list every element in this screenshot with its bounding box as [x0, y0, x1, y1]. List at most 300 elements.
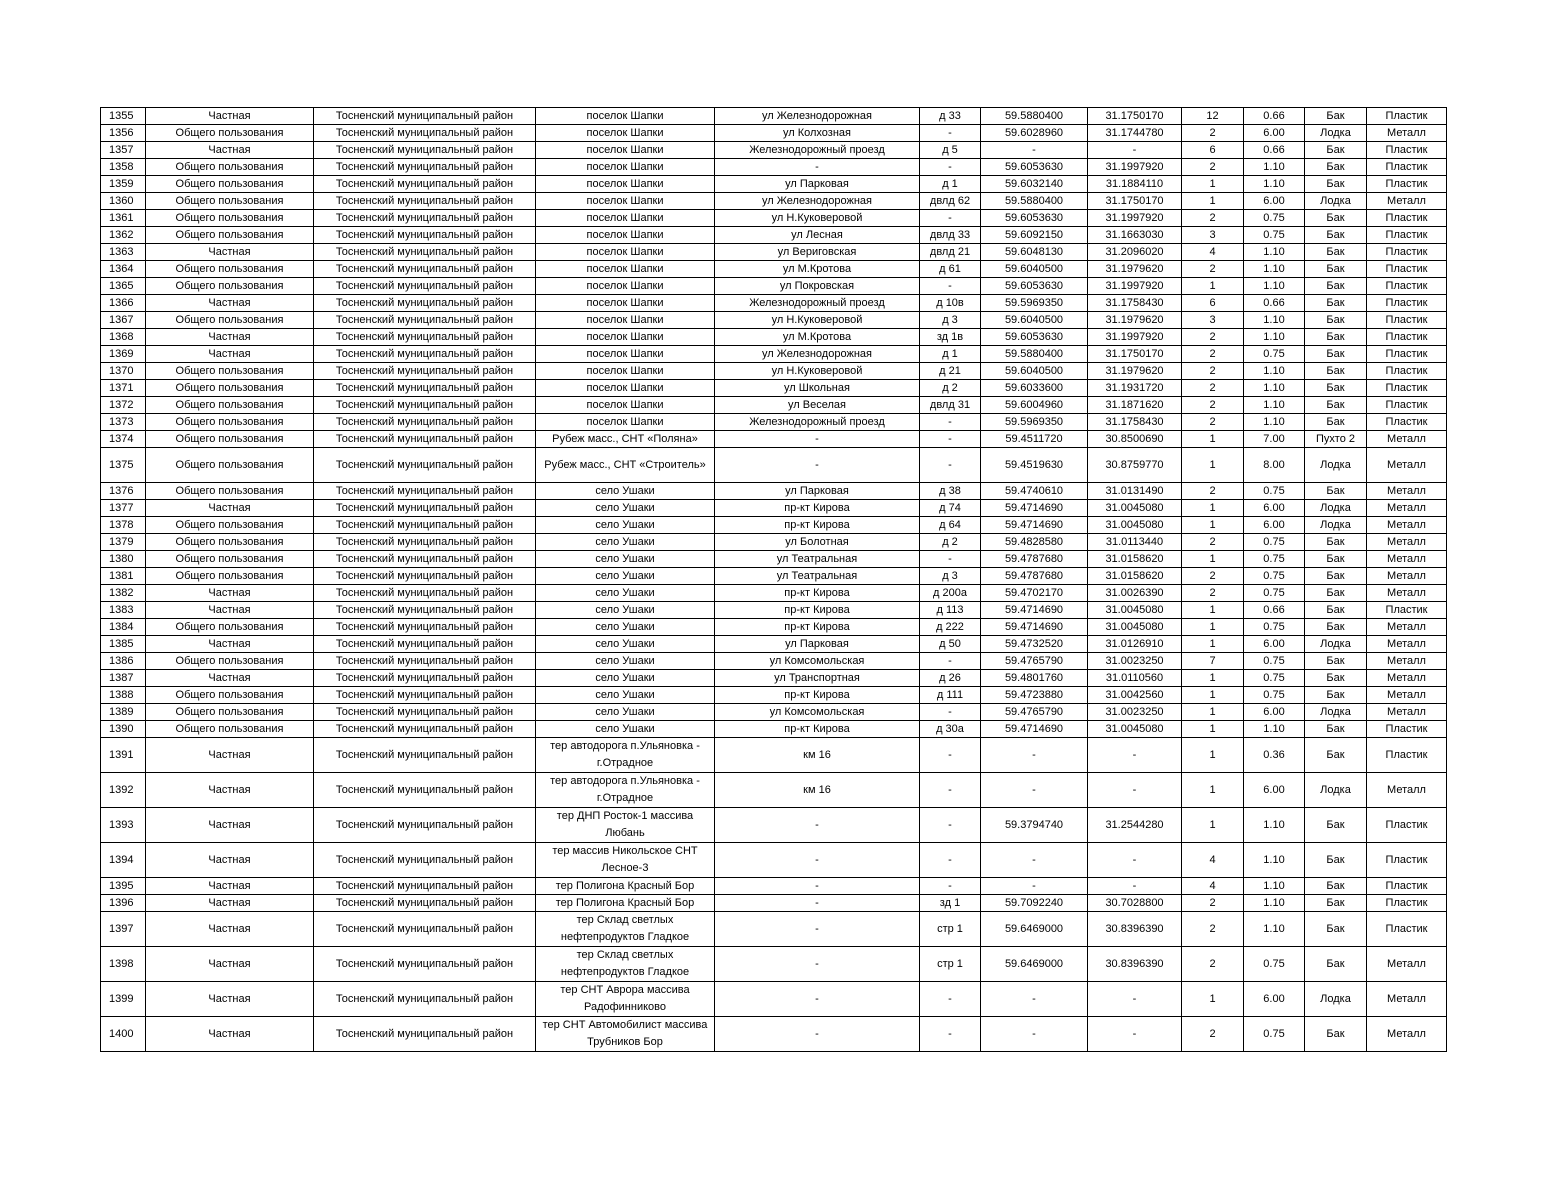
ownership-cell: Общего пользования [146, 721, 314, 738]
street-cell: - [715, 878, 920, 895]
house-cell: - [920, 159, 981, 176]
table-row [101, 947, 1447, 982]
table-row [101, 108, 1447, 125]
street-cell: ул Парковая [715, 483, 920, 500]
table-body [101, 108, 1447, 1052]
container-type-cell: Бак [1305, 483, 1367, 500]
container-count-cell: 1 [1182, 687, 1244, 704]
settlement-cell: тер массив Никольское СНТ Лесное-3 [536, 843, 715, 878]
district-cell: Тосненский муниципальный район [314, 568, 536, 585]
house-cell: зд 1в [920, 329, 981, 346]
latitude-cell: 59.4723880 [981, 687, 1088, 704]
house-cell: д 38 [920, 483, 981, 500]
row-number-cell: 1370 [101, 363, 146, 380]
container-volume-cell: 1.10 [1244, 808, 1305, 843]
row-number-cell: 1372 [101, 397, 146, 414]
container-count-cell: 1 [1182, 517, 1244, 534]
latitude-cell: 59.6053630 [981, 278, 1088, 295]
container-material-cell: Металл [1367, 670, 1447, 687]
district-cell: Тосненский муниципальный район [314, 808, 536, 843]
table-row [101, 551, 1447, 568]
row-number-cell: 1380 [101, 551, 146, 568]
street-cell: - [715, 895, 920, 912]
settlement-cell: Рубеж масс., СНТ «Строитель» [536, 448, 715, 483]
longitude-cell: 31.0131490 [1088, 483, 1182, 500]
latitude-cell: - [981, 142, 1088, 159]
container-type-cell: Бак [1305, 602, 1367, 619]
row-number-cell: 1388 [101, 687, 146, 704]
row-number-cell: 1358 [101, 159, 146, 176]
latitude-cell: 59.4828580 [981, 534, 1088, 551]
house-cell: д 5 [920, 142, 981, 159]
longitude-cell: 31.0113440 [1088, 534, 1182, 551]
container-count-cell: 1 [1182, 721, 1244, 738]
settlement-cell: поселок Шапки [536, 261, 715, 278]
latitude-cell: - [981, 773, 1088, 808]
longitude-cell: 31.1979620 [1088, 363, 1182, 380]
settlement-cell: село Ушаки [536, 517, 715, 534]
house-cell: - [920, 431, 981, 448]
district-cell: Тосненский муниципальный район [314, 687, 536, 704]
settlement-cell: поселок Шапки [536, 346, 715, 363]
container-type-cell: Бак [1305, 619, 1367, 636]
row-number-cell: 1389 [101, 704, 146, 721]
container-material-cell: Пластик [1367, 227, 1447, 244]
container-material-cell: Пластик [1367, 721, 1447, 738]
container-material-cell: Пластик [1367, 261, 1447, 278]
latitude-cell: 59.6032140 [981, 176, 1088, 193]
row-number-cell: 1367 [101, 312, 146, 329]
street-cell: Железнодорожный проезд [715, 295, 920, 312]
container-count-cell: 1 [1182, 670, 1244, 687]
settlement-cell: село Ушаки [536, 602, 715, 619]
longitude-cell: 30.8500690 [1088, 431, 1182, 448]
street-cell: Железнодорожный проезд [715, 142, 920, 159]
district-cell: Тосненский муниципальный район [314, 878, 536, 895]
district-cell: Тосненский муниципальный район [314, 108, 536, 125]
table-row [101, 227, 1447, 244]
container-count-cell: 1 [1182, 193, 1244, 210]
house-cell: д 200а [920, 585, 981, 602]
house-cell: д 10в [920, 295, 981, 312]
district-cell: Тосненский муниципальный район [314, 176, 536, 193]
latitude-cell: 59.5880400 [981, 108, 1088, 125]
house-cell: двлд 33 [920, 227, 981, 244]
district-cell: Тосненский муниципальный район [314, 721, 536, 738]
street-cell: пр-кт Кирова [715, 687, 920, 704]
house-cell: д 1 [920, 176, 981, 193]
settlement-cell: село Ушаки [536, 619, 715, 636]
longitude-cell: 31.0158620 [1088, 568, 1182, 585]
street-cell: - [715, 912, 920, 947]
row-number-cell: 1361 [101, 210, 146, 227]
settlement-cell: поселок Шапки [536, 210, 715, 227]
table-row [101, 346, 1447, 363]
house-cell: - [920, 448, 981, 483]
container-material-cell: Пластик [1367, 912, 1447, 947]
settlement-cell: поселок Шапки [536, 312, 715, 329]
street-cell: ул Железнодорожная [715, 346, 920, 363]
container-type-cell: Бак [1305, 346, 1367, 363]
longitude-cell: 31.1884110 [1088, 176, 1182, 193]
longitude-cell: 31.1997920 [1088, 159, 1182, 176]
district-cell: Тосненский муниципальный район [314, 619, 536, 636]
container-type-cell: Бак [1305, 380, 1367, 397]
house-cell: д 21 [920, 363, 981, 380]
settlement-cell: тер автодорога п.Ульяновка - г.Отрадное [536, 773, 715, 808]
ownership-cell: Частная [146, 500, 314, 517]
table-row [101, 517, 1447, 534]
settlement-cell: поселок Шапки [536, 193, 715, 210]
settlement-cell: село Ушаки [536, 704, 715, 721]
street-cell: пр-кт Кирова [715, 517, 920, 534]
longitude-cell: 31.1997920 [1088, 278, 1182, 295]
latitude-cell: 59.6033600 [981, 380, 1088, 397]
longitude-cell: 31.1750170 [1088, 193, 1182, 210]
longitude-cell: 31.1758430 [1088, 295, 1182, 312]
ownership-cell: Частная [146, 878, 314, 895]
table-row [101, 312, 1447, 329]
longitude-cell: 31.0045080 [1088, 619, 1182, 636]
container-count-cell: 7 [1182, 653, 1244, 670]
latitude-cell: 59.6040500 [981, 312, 1088, 329]
table-row [101, 982, 1447, 1017]
district-cell: Тосненский муниципальный район [314, 414, 536, 431]
district-cell: Тосненский муниципальный район [314, 261, 536, 278]
longitude-cell: 31.1979620 [1088, 261, 1182, 278]
street-cell: км 16 [715, 773, 920, 808]
settlement-cell: поселок Шапки [536, 227, 715, 244]
table-row [101, 704, 1447, 721]
table-row [101, 636, 1447, 653]
ownership-cell: Частная [146, 244, 314, 261]
container-type-cell: Бак [1305, 534, 1367, 551]
longitude-cell: 31.0026390 [1088, 585, 1182, 602]
container-type-cell: Бак [1305, 568, 1367, 585]
container-count-cell: 1 [1182, 500, 1244, 517]
container-type-cell: Бак [1305, 244, 1367, 261]
street-cell: - [715, 1017, 920, 1052]
district-cell: Тосненский муниципальный район [314, 159, 536, 176]
container-material-cell: Пластик [1367, 808, 1447, 843]
district-cell: Тосненский муниципальный район [314, 244, 536, 261]
container-type-cell: Бак [1305, 108, 1367, 125]
district-cell: Тосненский муниципальный район [314, 278, 536, 295]
container-type-cell: Бак [1305, 912, 1367, 947]
street-cell: ул Железнодорожная [715, 108, 920, 125]
container-type-cell: Бак [1305, 895, 1367, 912]
container-material-cell: Пластик [1367, 363, 1447, 380]
district-cell: Тосненский муниципальный район [314, 517, 536, 534]
longitude-cell: - [1088, 142, 1182, 159]
ownership-cell: Общего пользования [146, 483, 314, 500]
row-number-cell: 1374 [101, 431, 146, 448]
container-count-cell: 2 [1182, 363, 1244, 380]
row-number-cell: 1391 [101, 738, 146, 773]
house-cell: д 2 [920, 534, 981, 551]
container-count-cell: 6 [1182, 295, 1244, 312]
settlement-cell: поселок Шапки [536, 380, 715, 397]
district-cell: Тосненский муниципальный район [314, 312, 536, 329]
table-row [101, 895, 1447, 912]
container-type-cell: Бак [1305, 878, 1367, 895]
container-volume-cell: 0.75 [1244, 227, 1305, 244]
settlement-cell: тер автодорога п.Ульяновка - г.Отрадное [536, 738, 715, 773]
longitude-cell: 31.0045080 [1088, 602, 1182, 619]
ownership-cell: Общего пользования [146, 278, 314, 295]
street-cell: ул Школьная [715, 380, 920, 397]
row-number-cell: 1381 [101, 568, 146, 585]
house-cell: - [920, 843, 981, 878]
container-material-cell: Металл [1367, 687, 1447, 704]
district-cell: Тосненский муниципальный район [314, 947, 536, 982]
house-cell: д 222 [920, 619, 981, 636]
ownership-cell: Общего пользования [146, 363, 314, 380]
longitude-cell: 31.0158620 [1088, 551, 1182, 568]
container-count-cell: 2 [1182, 585, 1244, 602]
container-count-cell: 2 [1182, 125, 1244, 142]
street-cell: пр-кт Кирова [715, 619, 920, 636]
ownership-cell: Общего пользования [146, 448, 314, 483]
settlement-cell: поселок Шапки [536, 414, 715, 431]
table-row [101, 159, 1447, 176]
ownership-cell: Общего пользования [146, 176, 314, 193]
table-row [101, 619, 1447, 636]
ownership-cell: Частная [146, 602, 314, 619]
table-row [101, 244, 1447, 261]
longitude-cell: 30.8396390 [1088, 912, 1182, 947]
container-count-cell: 2 [1182, 159, 1244, 176]
container-type-cell: Бак [1305, 843, 1367, 878]
container-count-cell: 1 [1182, 448, 1244, 483]
settlement-cell: поселок Шапки [536, 363, 715, 380]
ownership-cell: Общего пользования [146, 534, 314, 551]
house-cell: д 111 [920, 687, 981, 704]
longitude-cell: 31.1750170 [1088, 346, 1182, 363]
latitude-cell: 59.4714690 [981, 721, 1088, 738]
row-number-cell: 1360 [101, 193, 146, 210]
settlement-cell: поселок Шапки [536, 176, 715, 193]
table-row [101, 448, 1447, 483]
container-material-cell: Металл [1367, 448, 1447, 483]
ownership-cell: Общего пользования [146, 312, 314, 329]
ownership-cell: Общего пользования [146, 397, 314, 414]
container-volume-cell: 8.00 [1244, 448, 1305, 483]
container-type-cell: Бак [1305, 210, 1367, 227]
table-row [101, 295, 1447, 312]
district-cell: Тосненский муниципальный район [314, 704, 536, 721]
street-cell: ул Железнодорожная [715, 193, 920, 210]
ownership-cell: Общего пользования [146, 704, 314, 721]
container-count-cell: 2 [1182, 261, 1244, 278]
row-number-cell: 1379 [101, 534, 146, 551]
container-material-cell: Пластик [1367, 738, 1447, 773]
container-count-cell: 3 [1182, 227, 1244, 244]
house-cell: д 113 [920, 602, 981, 619]
longitude-cell: 31.1979620 [1088, 312, 1182, 329]
house-cell: - [920, 125, 981, 142]
ownership-cell: Частная [146, 585, 314, 602]
container-material-cell: Пластик [1367, 602, 1447, 619]
latitude-cell: 59.5969350 [981, 414, 1088, 431]
container-material-cell: Пластик [1367, 414, 1447, 431]
latitude-cell: 59.4801760 [981, 670, 1088, 687]
container-type-cell: Бак [1305, 585, 1367, 602]
container-type-cell: Бак [1305, 278, 1367, 295]
settlement-cell: село Ушаки [536, 670, 715, 687]
table-row [101, 210, 1447, 227]
table-row [101, 278, 1447, 295]
house-cell: д 26 [920, 670, 981, 687]
table-row [101, 653, 1447, 670]
latitude-cell: 59.6053630 [981, 329, 1088, 346]
container-volume-cell: 1.10 [1244, 912, 1305, 947]
street-cell: пр-кт Кирова [715, 602, 920, 619]
longitude-cell: 31.0023250 [1088, 653, 1182, 670]
latitude-cell: - [981, 1017, 1088, 1052]
container-type-cell: Лодка [1305, 193, 1367, 210]
row-number-cell: 1377 [101, 500, 146, 517]
container-type-cell: Лодка [1305, 704, 1367, 721]
row-number-cell: 1365 [101, 278, 146, 295]
house-cell: - [920, 773, 981, 808]
street-cell: ул Комсомольская [715, 653, 920, 670]
longitude-cell: 31.0045080 [1088, 500, 1182, 517]
settlement-cell: тер СНТ Автомобилист массива Трубников Бор [536, 1017, 715, 1052]
row-number-cell: 1385 [101, 636, 146, 653]
latitude-cell: 59.4714690 [981, 619, 1088, 636]
street-cell: ул М.Кротова [715, 261, 920, 278]
table-row [101, 534, 1447, 551]
table-row [101, 721, 1447, 738]
container-material-cell: Пластик [1367, 295, 1447, 312]
ownership-cell: Общего пользования [146, 619, 314, 636]
container-volume-cell: 6.00 [1244, 500, 1305, 517]
container-material-cell: Пластик [1367, 843, 1447, 878]
row-number-cell: 1382 [101, 585, 146, 602]
ownership-cell: Частная [146, 329, 314, 346]
latitude-cell: 59.4714690 [981, 602, 1088, 619]
street-cell: - [715, 982, 920, 1017]
latitude-cell: 59.4702170 [981, 585, 1088, 602]
container-volume-cell: 1.10 [1244, 159, 1305, 176]
house-cell: д 33 [920, 108, 981, 125]
district-cell: Тосненский муниципальный район [314, 602, 536, 619]
latitude-cell: 59.4732520 [981, 636, 1088, 653]
container-volume-cell: 0.66 [1244, 602, 1305, 619]
container-count-cell: 4 [1182, 878, 1244, 895]
container-count-cell: 1 [1182, 982, 1244, 1017]
table-row [101, 261, 1447, 278]
longitude-cell: - [1088, 773, 1182, 808]
container-count-cell: 1 [1182, 431, 1244, 448]
district-cell: Тосненский муниципальный район [314, 585, 536, 602]
longitude-cell: 30.7028800 [1088, 895, 1182, 912]
container-volume-cell: 6.00 [1244, 517, 1305, 534]
house-cell: двлд 62 [920, 193, 981, 210]
house-cell: - [920, 808, 981, 843]
longitude-cell: 30.8396390 [1088, 947, 1182, 982]
house-cell: - [920, 982, 981, 1017]
container-material-cell: Металл [1367, 125, 1447, 142]
container-count-cell: 2 [1182, 912, 1244, 947]
ownership-cell: Общего пользования [146, 653, 314, 670]
container-volume-cell: 6.00 [1244, 636, 1305, 653]
latitude-cell: - [981, 878, 1088, 895]
district-cell: Тосненский муниципальный район [314, 397, 536, 414]
container-volume-cell: 0.75 [1244, 585, 1305, 602]
district-cell: Тосненский муниципальный район [314, 636, 536, 653]
table-row [101, 431, 1447, 448]
street-cell: - [715, 947, 920, 982]
waste-container-sites-table [100, 107, 1447, 1052]
ownership-cell: Общего пользования [146, 159, 314, 176]
table-row [101, 738, 1447, 773]
longitude-cell: 31.1758430 [1088, 414, 1182, 431]
row-number-cell: 1375 [101, 448, 146, 483]
table-row [101, 397, 1447, 414]
house-cell: д 3 [920, 568, 981, 585]
district-cell: Тосненский муниципальный район [314, 738, 536, 773]
latitude-cell: 59.6028960 [981, 125, 1088, 142]
house-cell: - [920, 551, 981, 568]
house-cell: д 50 [920, 636, 981, 653]
latitude-cell: 59.6053630 [981, 159, 1088, 176]
latitude-cell: 59.4740610 [981, 483, 1088, 500]
row-number-cell: 1359 [101, 176, 146, 193]
container-count-cell: 2 [1182, 568, 1244, 585]
longitude-cell: 31.0045080 [1088, 517, 1182, 534]
container-volume-cell: 6.00 [1244, 773, 1305, 808]
district-cell: Тосненский муниципальный район [314, 670, 536, 687]
ownership-cell: Общего пользования [146, 414, 314, 431]
container-type-cell: Бак [1305, 142, 1367, 159]
latitude-cell: 59.6004960 [981, 397, 1088, 414]
container-material-cell: Пластик [1367, 312, 1447, 329]
container-volume-cell: 6.00 [1244, 125, 1305, 142]
container-count-cell: 1 [1182, 773, 1244, 808]
street-cell: ул Комсомольская [715, 704, 920, 721]
container-count-cell: 12 [1182, 108, 1244, 125]
street-cell: Железнодорожный проезд [715, 414, 920, 431]
settlement-cell: поселок Шапки [536, 397, 715, 414]
container-volume-cell: 0.75 [1244, 551, 1305, 568]
street-cell: ул Болотная [715, 534, 920, 551]
ownership-cell: Частная [146, 346, 314, 363]
settlement-cell: село Ушаки [536, 721, 715, 738]
container-material-cell: Металл [1367, 431, 1447, 448]
table-row [101, 912, 1447, 947]
street-cell: ул Н.Куковеровой [715, 210, 920, 227]
ownership-cell: Общего пользования [146, 125, 314, 142]
container-material-cell: Металл [1367, 483, 1447, 500]
container-type-cell: Бак [1305, 363, 1367, 380]
street-cell: пр-кт Кирова [715, 721, 920, 738]
settlement-cell: село Ушаки [536, 687, 715, 704]
row-number-cell: 1364 [101, 261, 146, 278]
container-type-cell: Бак [1305, 176, 1367, 193]
district-cell: Тосненский муниципальный район [314, 210, 536, 227]
container-volume-cell: 0.75 [1244, 687, 1305, 704]
container-volume-cell: 6.00 [1244, 704, 1305, 721]
house-cell: - [920, 414, 981, 431]
container-type-cell: Бак [1305, 670, 1367, 687]
longitude-cell: - [1088, 843, 1182, 878]
street-cell: км 16 [715, 738, 920, 773]
container-material-cell: Металл [1367, 619, 1447, 636]
ownership-cell: Общего пользования [146, 551, 314, 568]
row-number-cell: 1369 [101, 346, 146, 363]
